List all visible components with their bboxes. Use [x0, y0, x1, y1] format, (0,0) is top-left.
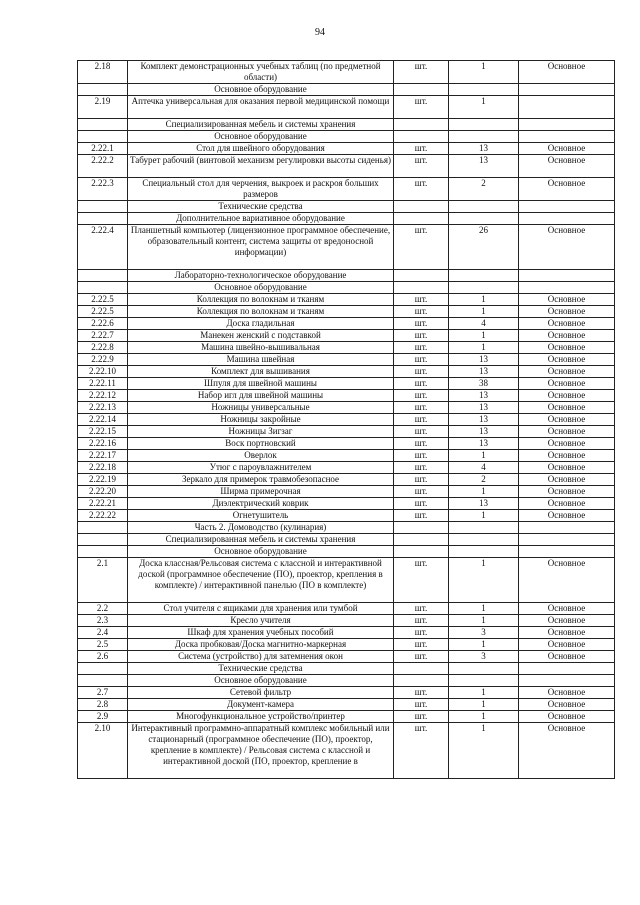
item-unit: шт.	[394, 438, 449, 450]
item-name: Стол учителя с ящиками для хранения или тумбой	[128, 603, 394, 615]
item-name: Доска гладильная	[128, 318, 394, 330]
section-row	[78, 675, 615, 687]
section-row	[78, 663, 615, 675]
section-type-cell	[519, 131, 615, 143]
section-row	[78, 213, 615, 225]
table-row	[78, 390, 615, 402]
section-unit-cell	[394, 270, 449, 282]
table-row	[78, 699, 615, 711]
section-row	[78, 201, 615, 213]
item-type: Основное	[519, 342, 615, 354]
item-type: Основное	[519, 414, 615, 426]
item-unit: шт.	[394, 294, 449, 306]
item-quantity: 1	[449, 330, 519, 342]
section-qty-cell	[449, 84, 519, 96]
item-quantity: 1	[449, 558, 519, 603]
item-type: Основное	[519, 402, 615, 414]
item-quantity: 38	[449, 378, 519, 390]
item-number: 2.22.5	[78, 294, 128, 306]
item-name: Интерактивный программно-аппаратный комплекс мобильный или стационарный (программное обеспечение (ПО), проектор, крепление в комплекте) / Рельсовая система с классной и интерактивной доской (ПО, проектор, крепление в	[128, 723, 394, 779]
item-type: Основное	[519, 294, 615, 306]
item-number: 2.22.3	[78, 178, 128, 201]
item-type: Основное	[519, 687, 615, 699]
table-row	[78, 438, 615, 450]
item-type: Основное	[519, 558, 615, 603]
section-type-cell	[519, 282, 615, 294]
section-row	[78, 84, 615, 96]
item-name: Планшетный компьютер (лицензионное программное обеспечение, образовательный контент, система защиты от вредоносной информации)	[128, 225, 394, 270]
item-type: Основное	[519, 330, 615, 342]
table-row	[78, 651, 615, 663]
item-quantity: 1	[449, 639, 519, 651]
item-quantity: 1	[449, 96, 519, 119]
item-number: 2.22.10	[78, 366, 128, 378]
section-qty-cell	[449, 675, 519, 687]
item-name: Воск портновский	[128, 438, 394, 450]
section-title: Лабораторно-технологическое оборудование	[128, 270, 394, 282]
item-quantity: 1	[449, 603, 519, 615]
item-unit: шт.	[394, 474, 449, 486]
item-number: 2.18	[78, 61, 128, 84]
item-name: Сетевой фильтр	[128, 687, 394, 699]
item-type: Основное	[519, 366, 615, 378]
section-type-cell	[519, 270, 615, 282]
table-row	[78, 294, 615, 306]
item-unit: шт.	[394, 96, 449, 119]
item-quantity: 3	[449, 627, 519, 639]
item-name: Комплект демонстрационных учебных таблиц (по предметной области)	[128, 61, 394, 84]
section-title: Дополнительное вариативное оборудование	[128, 213, 394, 225]
item-name: Доска пробковая/Доска магнитно-маркерная	[128, 639, 394, 651]
item-name: Документ-камера	[128, 699, 394, 711]
item-name: Комплект для вышивания	[128, 366, 394, 378]
item-number: 2.22.5	[78, 306, 128, 318]
item-unit: шт.	[394, 318, 449, 330]
item-unit: шт.	[394, 390, 449, 402]
table-row	[78, 61, 615, 84]
item-unit: шт.	[394, 225, 449, 270]
item-name: Машина швейная	[128, 354, 394, 366]
section-type-cell	[519, 119, 615, 131]
section-title: Технические средства	[128, 663, 394, 675]
item-unit: шт.	[394, 426, 449, 438]
item-number: 2.22.14	[78, 414, 128, 426]
item-type: Основное	[519, 639, 615, 651]
section-qty-cell	[449, 201, 519, 213]
section-qty-cell	[449, 131, 519, 143]
section-num-cell	[78, 84, 128, 96]
section-num-cell	[78, 546, 128, 558]
section-num-cell	[78, 213, 128, 225]
item-unit: шт.	[394, 414, 449, 426]
item-quantity: 13	[449, 414, 519, 426]
section-qty-cell	[449, 270, 519, 282]
item-number: 2.1	[78, 558, 128, 603]
item-unit: шт.	[394, 143, 449, 155]
item-name: Табурет рабочий (винтовой механизм регулировки высоты сиденья)	[128, 155, 394, 178]
item-quantity: 1	[449, 450, 519, 462]
item-quantity: 3	[449, 651, 519, 663]
table-row	[78, 687, 615, 699]
section-title: Основное оборудование	[128, 546, 394, 558]
table-row	[78, 225, 615, 270]
item-quantity: 13	[449, 366, 519, 378]
item-number: 2.22.7	[78, 330, 128, 342]
item-quantity: 26	[449, 225, 519, 270]
item-type: Основное	[519, 627, 615, 639]
item-unit: шт.	[394, 498, 449, 510]
item-unit: шт.	[394, 651, 449, 663]
table-row	[78, 486, 615, 498]
item-name: Многофункциональное устройство/принтер	[128, 711, 394, 723]
item-unit: шт.	[394, 603, 449, 615]
item-unit: шт.	[394, 61, 449, 84]
item-number: 2.22.9	[78, 354, 128, 366]
item-quantity: 13	[449, 390, 519, 402]
item-number: 2.22.2	[78, 155, 128, 178]
section-title: Технические средства	[128, 201, 394, 213]
section-row	[78, 546, 615, 558]
item-number: 2.6	[78, 651, 128, 663]
table-row	[78, 178, 615, 201]
item-number: 2.19	[78, 96, 128, 119]
section-num-cell	[78, 534, 128, 546]
item-type	[519, 96, 615, 119]
table-row	[78, 366, 615, 378]
item-name: Зеркало для примерок травмобезопасное	[128, 474, 394, 486]
item-quantity: 1	[449, 699, 519, 711]
item-number: 2.5	[78, 639, 128, 651]
table-row	[78, 426, 615, 438]
table-body	[78, 61, 615, 779]
item-unit: шт.	[394, 627, 449, 639]
section-num-cell	[78, 522, 128, 534]
item-quantity: 1	[449, 342, 519, 354]
item-number: 2.22.6	[78, 318, 128, 330]
item-quantity: 13	[449, 143, 519, 155]
item-type: Основное	[519, 438, 615, 450]
item-name: Коллекция по волокнам и тканям	[128, 294, 394, 306]
item-name: Ножницы Зигзаг	[128, 426, 394, 438]
section-num-cell	[78, 663, 128, 675]
section-qty-cell	[449, 282, 519, 294]
item-type: Основное	[519, 378, 615, 390]
item-name: Утюг с пароувлажнителем	[128, 462, 394, 474]
section-num-cell	[78, 282, 128, 294]
item-name: Доска классная/Рельсовая система с классной и интерактивной доской (программное обеспечение (ПО), проектор, крепления в комплекте) / интерактивной панелью (ПО в комплекте)	[128, 558, 394, 603]
table-row	[78, 639, 615, 651]
item-unit: шт.	[394, 155, 449, 178]
item-number: 2.22.11	[78, 378, 128, 390]
item-number: 2.22.15	[78, 426, 128, 438]
table-row	[78, 306, 615, 318]
item-type: Основное	[519, 225, 615, 270]
item-unit: шт.	[394, 330, 449, 342]
section-type-cell	[519, 522, 615, 534]
table-row	[78, 450, 615, 462]
item-name: Стол для швейного оборудования	[128, 143, 394, 155]
table-row	[78, 96, 615, 119]
item-unit: шт.	[394, 486, 449, 498]
item-unit: шт.	[394, 639, 449, 651]
section-qty-cell	[449, 213, 519, 225]
table-row	[78, 510, 615, 522]
section-type-cell	[519, 675, 615, 687]
item-name: Ножницы закройные	[128, 414, 394, 426]
table-row	[78, 318, 615, 330]
section-unit-cell	[394, 131, 449, 143]
table-row	[78, 498, 615, 510]
section-unit-cell	[394, 546, 449, 558]
item-quantity: 1	[449, 61, 519, 84]
item-type: Основное	[519, 486, 615, 498]
item-unit: шт.	[394, 378, 449, 390]
item-quantity: 13	[449, 498, 519, 510]
item-unit: шт.	[394, 462, 449, 474]
table-row	[78, 378, 615, 390]
item-quantity: 1	[449, 486, 519, 498]
item-quantity: 2	[449, 178, 519, 201]
section-qty-cell	[449, 119, 519, 131]
section-title: Специализированная мебель и системы хранения	[128, 534, 394, 546]
item-name: Машина швейно-вышивальная	[128, 342, 394, 354]
item-name: Специальный стол для черчения, выкроек и раскроя больших размеров	[128, 178, 394, 201]
item-unit: шт.	[394, 711, 449, 723]
item-type: Основное	[519, 711, 615, 723]
item-type: Основное	[519, 474, 615, 486]
section-unit-cell	[394, 675, 449, 687]
section-title: Специализированная мебель и системы хранения	[128, 119, 394, 131]
section-row	[78, 119, 615, 131]
section-qty-cell	[449, 663, 519, 675]
section-unit-cell	[394, 84, 449, 96]
section-unit-cell	[394, 119, 449, 131]
item-quantity: 13	[449, 354, 519, 366]
table-row	[78, 603, 615, 615]
item-quantity: 1	[449, 510, 519, 522]
table-row	[78, 354, 615, 366]
section-unit-cell	[394, 534, 449, 546]
section-unit-cell	[394, 213, 449, 225]
item-name: Система (устройство) для затемнения окон	[128, 651, 394, 663]
item-quantity: 2	[449, 474, 519, 486]
item-number: 2.22.13	[78, 402, 128, 414]
item-quantity: 1	[449, 687, 519, 699]
item-number: 2.22.12	[78, 390, 128, 402]
item-quantity: 1	[449, 615, 519, 627]
item-quantity: 13	[449, 155, 519, 178]
section-title: Основное оборудование	[128, 675, 394, 687]
section-title: Основное оборудование	[128, 131, 394, 143]
section-unit-cell	[394, 522, 449, 534]
item-name: Аптечка универсальная для оказания первой медицинской помощи	[128, 96, 394, 119]
table-row	[78, 330, 615, 342]
item-unit: шт.	[394, 366, 449, 378]
item-name: Кресло учителя	[128, 615, 394, 627]
section-qty-cell	[449, 534, 519, 546]
item-type: Основное	[519, 390, 615, 402]
item-unit: шт.	[394, 615, 449, 627]
item-type: Основное	[519, 178, 615, 201]
item-name: Шпуля для швейной машины	[128, 378, 394, 390]
item-unit: шт.	[394, 450, 449, 462]
item-name: Диэлектрический коврик	[128, 498, 394, 510]
item-number: 2.2	[78, 603, 128, 615]
section-row	[78, 131, 615, 143]
item-number: 2.22.17	[78, 450, 128, 462]
item-number: 2.22.19	[78, 474, 128, 486]
section-qty-cell	[449, 546, 519, 558]
section-title: Основное оборудование	[128, 84, 394, 96]
section-qty-cell	[449, 522, 519, 534]
item-number: 2.22.4	[78, 225, 128, 270]
item-type: Основное	[519, 615, 615, 627]
item-number: 2.3	[78, 615, 128, 627]
item-type: Основное	[519, 61, 615, 84]
item-quantity: 13	[449, 402, 519, 414]
item-unit: шт.	[394, 402, 449, 414]
section-type-cell	[519, 663, 615, 675]
table-row	[78, 155, 615, 178]
equipment-table	[77, 60, 615, 779]
item-type: Основное	[519, 651, 615, 663]
item-number: 2.22.18	[78, 462, 128, 474]
section-title: Основное оборудование	[128, 282, 394, 294]
item-unit: шт.	[394, 342, 449, 354]
section-row	[78, 522, 615, 534]
section-num-cell	[78, 675, 128, 687]
item-quantity: 4	[449, 318, 519, 330]
item-unit: шт.	[394, 510, 449, 522]
item-number: 2.7	[78, 687, 128, 699]
item-unit: шт.	[394, 699, 449, 711]
item-number: 2.22.21	[78, 498, 128, 510]
item-name: Ширма примерочная	[128, 486, 394, 498]
item-name: Оверлок	[128, 450, 394, 462]
item-quantity: 1	[449, 306, 519, 318]
item-unit: шт.	[394, 687, 449, 699]
section-title: Часть 2. Домоводство (кулинария)	[128, 522, 394, 534]
item-name: Коллекция по волокнам и тканям	[128, 306, 394, 318]
table-row	[78, 474, 615, 486]
item-type: Основное	[519, 426, 615, 438]
item-type: Основное	[519, 603, 615, 615]
item-unit: шт.	[394, 306, 449, 318]
item-number: 2.9	[78, 711, 128, 723]
table-row	[78, 402, 615, 414]
table-row	[78, 558, 615, 603]
section-type-cell	[519, 84, 615, 96]
item-number: 2.8	[78, 699, 128, 711]
item-quantity: 1	[449, 723, 519, 779]
section-num-cell	[78, 201, 128, 213]
item-unit: шт.	[394, 558, 449, 603]
item-unit: шт.	[394, 178, 449, 201]
item-type: Основное	[519, 450, 615, 462]
item-type: Основное	[519, 510, 615, 522]
section-type-cell	[519, 201, 615, 213]
table-row	[78, 462, 615, 474]
section-row	[78, 282, 615, 294]
item-number: 2.22.20	[78, 486, 128, 498]
table-row	[78, 711, 615, 723]
item-number: 2.22.16	[78, 438, 128, 450]
item-type: Основное	[519, 306, 615, 318]
item-number: 2.22.8	[78, 342, 128, 354]
item-type: Основное	[519, 155, 615, 178]
item-type: Основное	[519, 723, 615, 779]
item-quantity: 4	[449, 462, 519, 474]
item-quantity: 13	[449, 438, 519, 450]
section-unit-cell	[394, 663, 449, 675]
table-row	[78, 143, 615, 155]
item-type: Основное	[519, 143, 615, 155]
item-quantity: 13	[449, 426, 519, 438]
section-type-cell	[519, 546, 615, 558]
item-number: 2.4	[78, 627, 128, 639]
item-number: 2.22.22	[78, 510, 128, 522]
item-number: 2.22.1	[78, 143, 128, 155]
page-number: 94	[315, 27, 325, 38]
section-row	[78, 534, 615, 546]
item-type: Основное	[519, 354, 615, 366]
section-num-cell	[78, 131, 128, 143]
table-row	[78, 414, 615, 426]
item-name: Шкаф для хранения учебных пособий	[128, 627, 394, 639]
item-quantity: 1	[449, 294, 519, 306]
table-row	[78, 627, 615, 639]
item-name: Ножницы универсальные	[128, 402, 394, 414]
section-type-cell	[519, 534, 615, 546]
table-row	[78, 615, 615, 627]
item-name: Огнетушитель	[128, 510, 394, 522]
table-row	[78, 723, 615, 779]
item-type: Основное	[519, 699, 615, 711]
item-name: Набор игл для швейной машины	[128, 390, 394, 402]
section-row	[78, 270, 615, 282]
item-type: Основное	[519, 318, 615, 330]
item-name: Манекен женский с подставкой	[128, 330, 394, 342]
section-unit-cell	[394, 201, 449, 213]
item-unit: шт.	[394, 723, 449, 779]
section-unit-cell	[394, 282, 449, 294]
item-type: Основное	[519, 462, 615, 474]
section-num-cell	[78, 270, 128, 282]
item-type: Основное	[519, 498, 615, 510]
item-quantity: 1	[449, 711, 519, 723]
item-unit: шт.	[394, 354, 449, 366]
section-num-cell	[78, 119, 128, 131]
item-number: 2.10	[78, 723, 128, 779]
table-row	[78, 342, 615, 354]
section-type-cell	[519, 213, 615, 225]
